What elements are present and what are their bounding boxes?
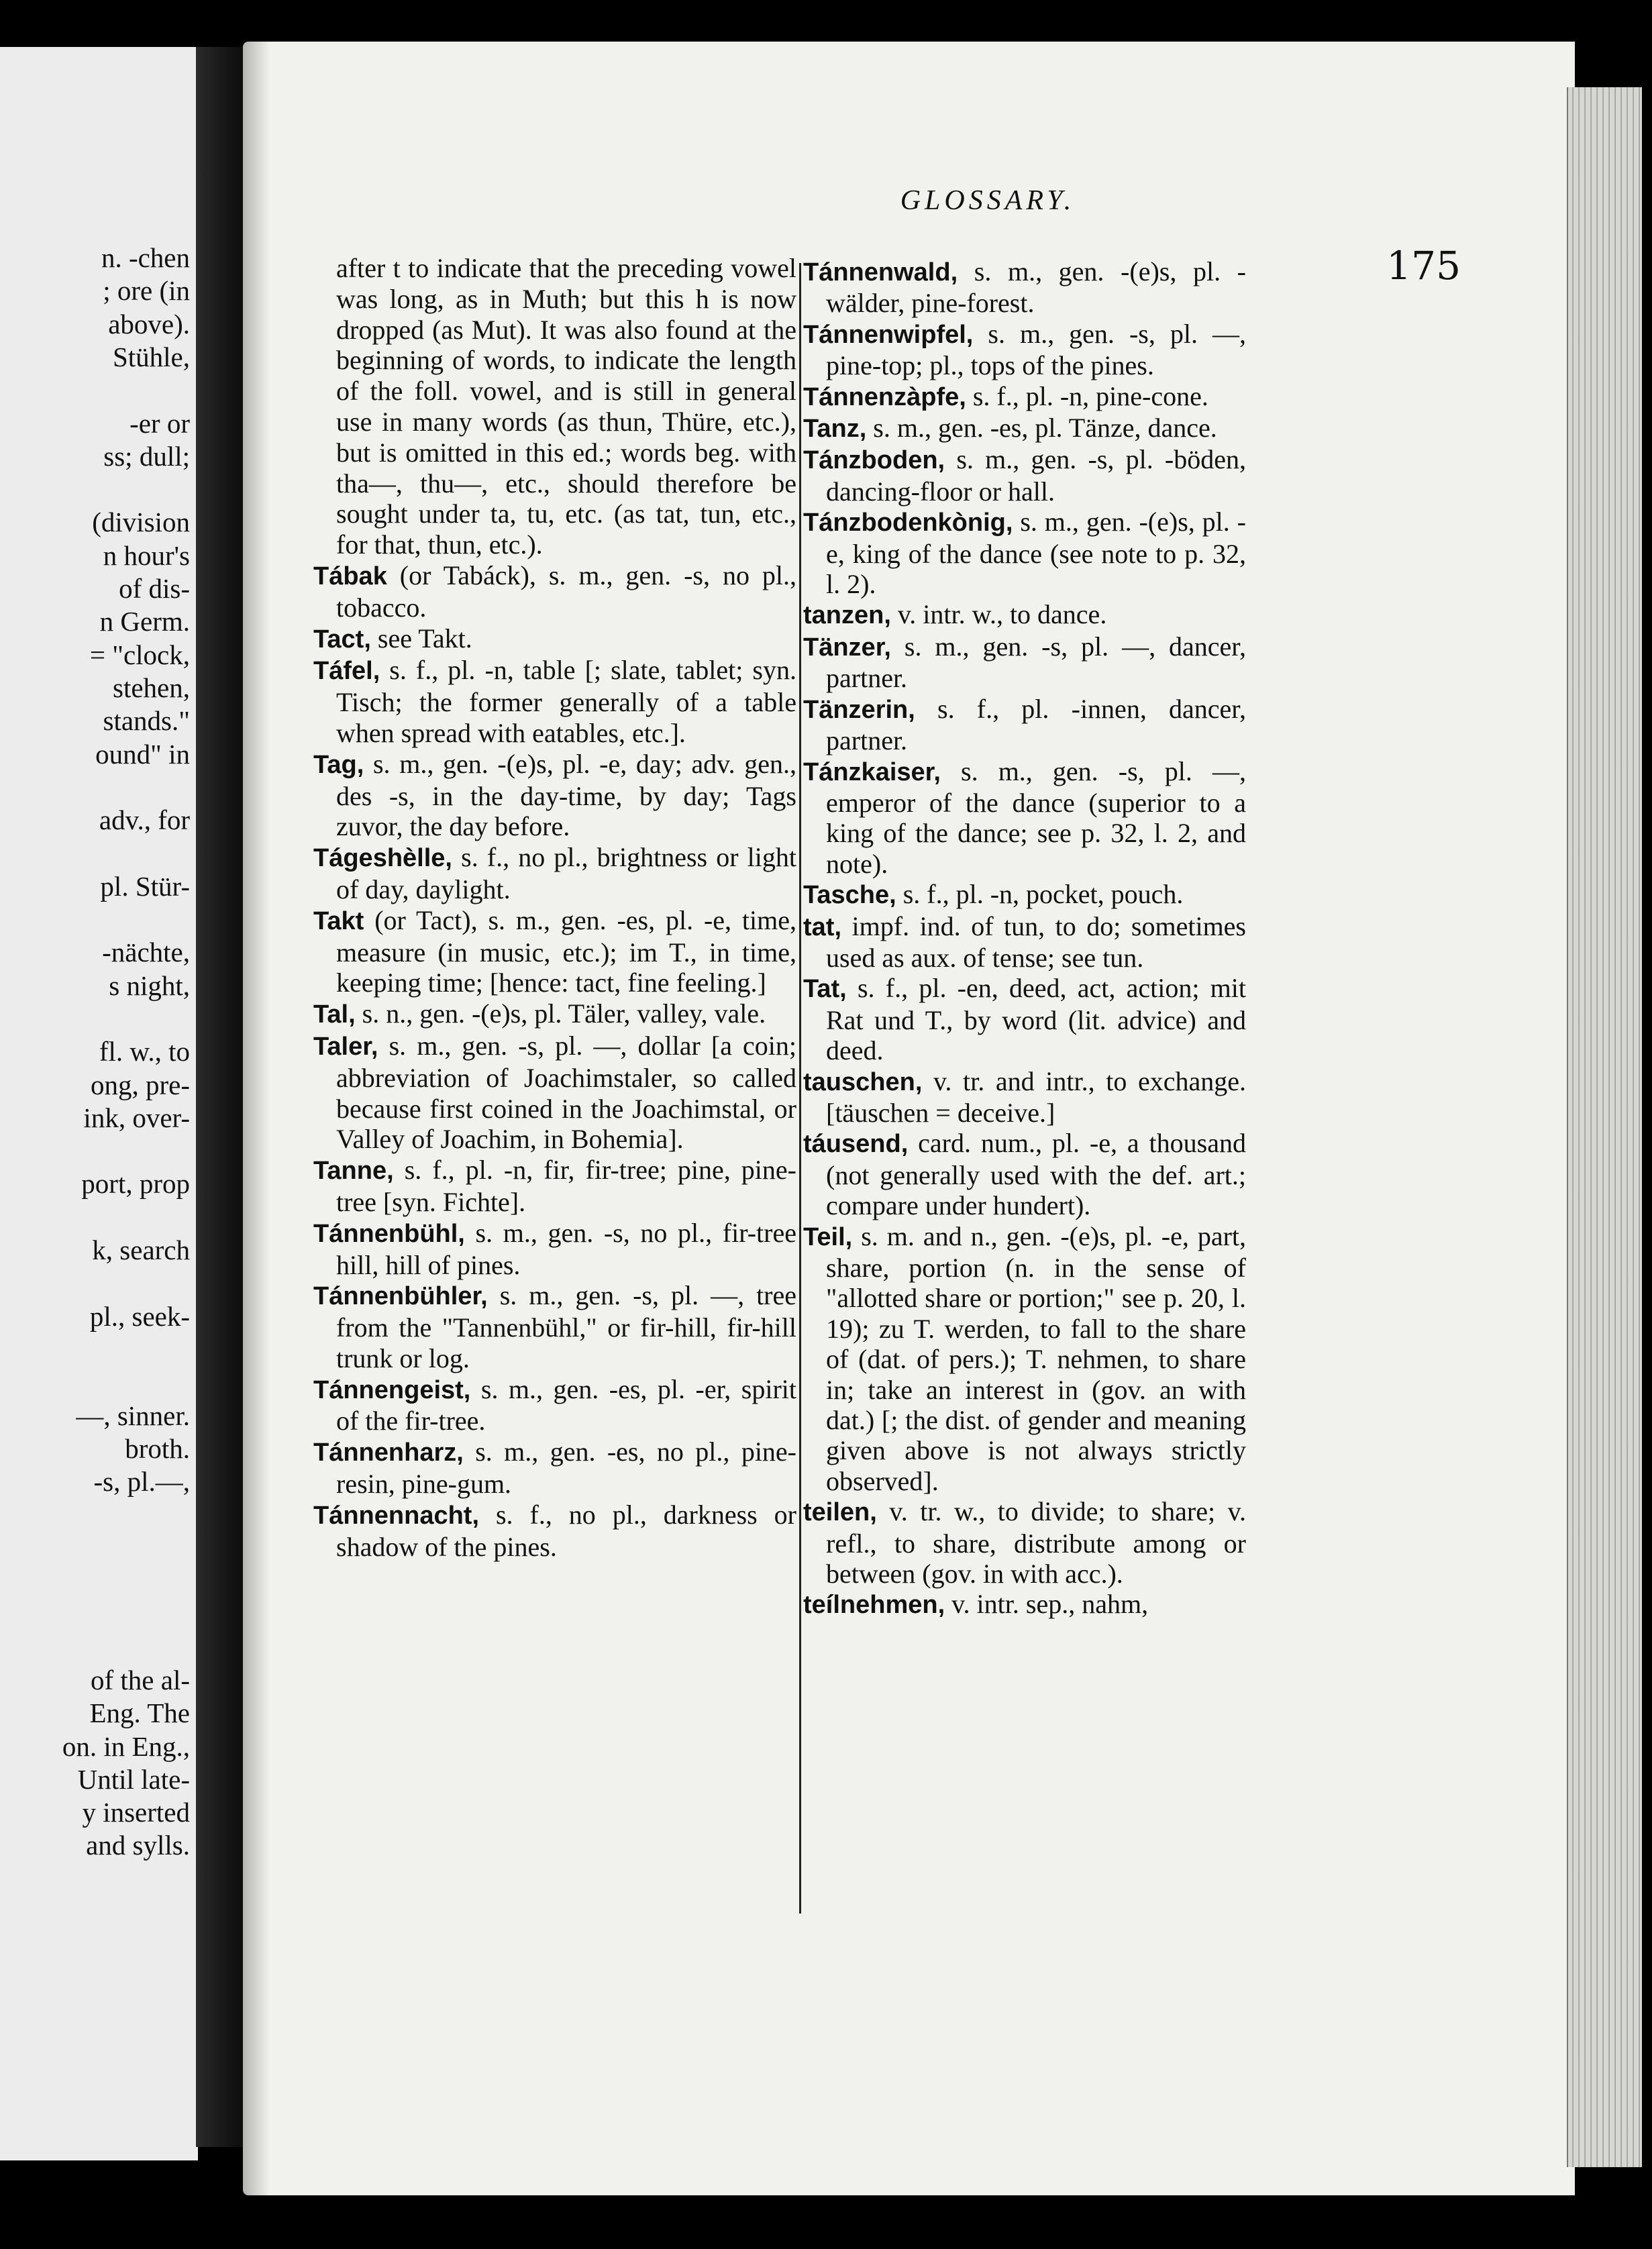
previous-page-line: ss; dull; xyxy=(103,440,190,472)
previous-page-line: pl. Stür- xyxy=(100,870,190,902)
glossary-entry xyxy=(803,319,1246,381)
page-edges xyxy=(1567,87,1642,2167)
previous-page-line: ong, pre- xyxy=(90,1069,190,1100)
previous-page-line: = "clock, xyxy=(89,639,190,670)
previous-page-line: n Germ. xyxy=(99,606,190,637)
entry-headword: Tag, xyxy=(313,750,364,779)
entry-definition: s. m., gen. -s, pl. —, pine-top; pl., tops of the pines. xyxy=(826,318,1247,381)
glossary-entry xyxy=(313,1436,796,1500)
entry-headword: Tánnenbühl, xyxy=(313,1219,465,1248)
glossary-entry xyxy=(313,560,796,623)
entry-headword: tauschen, xyxy=(803,1067,923,1096)
entry-headword: Tact, xyxy=(313,625,371,653)
entry-definition: s. m., gen. -s, pl. —, emperor of the dance (superior to a king of the dance; see p. 32, l. 2, and note). xyxy=(826,755,1246,879)
entry-definition: s. f., pl. -n, fir, fir-tree; pine, pine-tree [syn. Fichte]. xyxy=(336,1155,796,1217)
glossary-entry xyxy=(313,842,796,905)
previous-page-line: broth. xyxy=(125,1432,190,1464)
entry-definition: s. f., pl. -n, pocket, pouch. xyxy=(902,879,1184,910)
glossary-entry xyxy=(803,756,1246,880)
running-title: GLOSSARY. xyxy=(900,185,1076,216)
entry-headword: táusend, xyxy=(803,1130,909,1159)
glossary-entry xyxy=(313,905,796,998)
entry-definition: s. m., gen. -s, pl. —, tree from the "Tannenbühl," or fir-hill, fir-hill trunk or log. xyxy=(336,1280,797,1373)
entry-headword: Tánnenwipfel, xyxy=(803,320,974,349)
previous-page-line: above). xyxy=(108,308,190,339)
entry-headword: Tánzboden, xyxy=(803,446,945,475)
previous-page-text xyxy=(0,47,198,2160)
previous-page-line: —, sinner. xyxy=(76,1400,190,1431)
previous-page-line: on. in Eng., xyxy=(62,1730,190,1762)
entry-headword: Tánnenbühler, xyxy=(313,1282,488,1311)
glossary-entry xyxy=(313,655,796,748)
previous-page-line: pl., seek- xyxy=(89,1300,190,1332)
glossary-entry xyxy=(803,1221,1246,1497)
entry-headword: Tal, xyxy=(313,1000,356,1029)
entry-headword: teílnehmen, xyxy=(803,1591,945,1620)
entry-headword: Tánnenharz, xyxy=(313,1439,464,1467)
entry-headword: Teil, xyxy=(803,1222,853,1251)
previous-page-line: stehen, xyxy=(113,672,190,703)
entry-headword: Tänzer, xyxy=(803,633,891,662)
glossary-entry xyxy=(313,1031,796,1155)
entry-headword: Tánnengeist, xyxy=(313,1375,471,1404)
glossary-entry xyxy=(803,256,1246,319)
glossary-entry xyxy=(313,998,796,1031)
entry-definition: impf. ind. of tun, to do; sometimes used as aux. of tense; see tun. xyxy=(826,910,1246,973)
previous-page-line: -nächte, xyxy=(102,937,190,968)
entry-definition: (or Tact), s. m., gen. -es, pl. -e, time, measure (in music, etc.); im T., in time, keeping time; [hence: tact, fine feeling.] xyxy=(336,904,797,998)
entry-headword: Táfel, xyxy=(313,657,380,686)
entry-headword: tat, xyxy=(803,912,841,941)
previous-page-line: Until late- xyxy=(77,1763,190,1795)
glossary-entry xyxy=(313,253,796,560)
glossary-entry xyxy=(313,1280,796,1373)
glossary-entry xyxy=(803,1496,1246,1589)
entry-headword: tanzen, xyxy=(803,601,891,630)
entry-definition: s. n., gen. -(e)s, pl. Täler, valley, vale. xyxy=(362,998,766,1029)
entry-headword: Tánzkaiser, xyxy=(803,757,941,786)
glossary-right-column xyxy=(803,256,1246,1621)
entry-headword: Tanne, xyxy=(313,1157,394,1186)
previous-page-line: -s, pl.—, xyxy=(93,1466,190,1498)
entry-headword: Tánnenwald, xyxy=(803,258,958,286)
entry-definition: s. f., pl. -n, table [; slate, tablet; syn. Tisch; the former generally of a table when spread with eatables, etc.]. xyxy=(336,655,796,748)
entry-headword: Tanz, xyxy=(803,415,867,443)
glossary-entry xyxy=(803,879,1246,910)
glossary-entry xyxy=(803,694,1246,756)
previous-page-line: n. -chen xyxy=(101,242,190,273)
glossary-entry xyxy=(803,973,1246,1065)
glossary-left-column xyxy=(313,253,796,1562)
entry-headword: Taler, xyxy=(313,1032,378,1061)
entry-definition: card. num., pl. -e, a thousand (not generally used with the def. art.; compare under hundert). xyxy=(826,1128,1246,1221)
previous-page-line: fl. w., to xyxy=(99,1036,190,1067)
glossary-entry xyxy=(803,1066,1246,1129)
entry-headword: Tat, xyxy=(803,975,847,1004)
entry-definition: see Takt. xyxy=(377,623,472,653)
previous-page-line: y inserted xyxy=(82,1797,190,1828)
entry-definition: after t to indicate that the preceding vowel was long, as in Muth; but this h is now dropped (as Mut). It was also found at the beginning of words, to indicate the length of the foll. vowel, and is still in general use in many words (as thun, Thüre, etc.), but is omitted in this ed.; words beg. with tha—, thu—, etc., should therefore be sought under ta, tu, etc. (as tat, tun, etc., for that, thun, etc.). xyxy=(336,253,796,560)
entry-definition: s. m., gen. -s, pl. -böden, dancing-floor or hall. xyxy=(826,444,1246,507)
column-divider xyxy=(799,263,801,1914)
glossary-entry xyxy=(313,1218,796,1281)
gutter-shadow xyxy=(243,42,270,2195)
glossary-entry xyxy=(803,1589,1246,1620)
glossary-entry xyxy=(803,1128,1246,1220)
entry-definition: s. f., pl. -n, pine-cone. xyxy=(972,380,1208,411)
entry-definition: s. m., gen. -s, pl. —, dollar [a coin; abbreviation of Joachimstaler, so called because first coined in the Joachimstal, or Valley of Joachim, in Bohemia]. xyxy=(336,1030,797,1155)
previous-page-line: adv., for xyxy=(99,804,190,836)
glossary-entry xyxy=(803,413,1246,444)
page-number: 175 xyxy=(1386,243,1461,289)
previous-page-line: ound" in xyxy=(95,738,190,770)
entry-definition: s. m., gen. -(e)s, pl. -e, day; adv. gen., des -s, in the day-time, by day; Tags zuvor, the day before. xyxy=(336,748,796,842)
entry-definition: v. intr. sep., nahm, xyxy=(951,1589,1149,1620)
previous-page-line: s night, xyxy=(109,970,190,1001)
previous-page-line: of dis- xyxy=(119,573,190,604)
previous-page-line: -er or xyxy=(130,407,190,439)
book-spine-shadow xyxy=(196,47,243,2147)
entry-definition: s. m., gen. -es, no pl., pine-resin, pine-gum. xyxy=(336,1436,797,1500)
entry-headword: Tánnenzàpfe, xyxy=(803,382,966,411)
glossary-entry xyxy=(803,599,1246,631)
entry-definition: s. m., gen. -(e)s, pl. -wälder, pine-forest. xyxy=(826,256,1246,319)
previous-page-line: n hour's xyxy=(103,539,190,571)
entry-definition: (or Tabáck), s. m., gen. -s, no pl., tobacco. xyxy=(336,560,796,623)
glossary-entry xyxy=(313,623,796,656)
entry-headword: Tábak xyxy=(313,562,387,590)
entry-headword: Tánzbodenkònig, xyxy=(803,509,1013,537)
entry-headword: Tágeshèlle, xyxy=(313,844,452,873)
glossary-entry xyxy=(313,1155,796,1218)
entry-definition: s. m., gen. -s, no pl., fir-tree hill, hill of pines. xyxy=(336,1217,796,1280)
entry-definition: v. tr. w., to divide; to share; v. refl., to share, distribute among or between (gov. in with acc.). xyxy=(826,1496,1247,1589)
entry-headword: teilen, xyxy=(803,1498,877,1527)
glossary-entry xyxy=(803,381,1246,413)
previous-page-line: stands." xyxy=(103,705,190,737)
book-page xyxy=(243,42,1575,2195)
entry-headword: Tánnennacht, xyxy=(313,1501,480,1530)
glossary-entry xyxy=(803,911,1246,974)
glossary-entry xyxy=(313,749,796,842)
previous-page-fragment xyxy=(0,47,198,2160)
previous-page-line: (division xyxy=(92,507,190,538)
previous-page-line: port, prop xyxy=(81,1168,190,1200)
entry-definition: s. m., gen. -s, pl. —, dancer, partner. xyxy=(826,631,1246,694)
previous-page-line: k, search xyxy=(92,1235,190,1265)
entry-definition: s. f., pl. -innen, dancer, partner. xyxy=(826,693,1246,756)
entry-definition: s. m., gen. -es, pl. Tänze, dance. xyxy=(873,413,1217,443)
entry-headword: Tänzerin, xyxy=(803,695,915,724)
glossary-entry xyxy=(803,444,1246,507)
entry-definition: s. f., pl. -en, deed, act, action; mit Rat und T., by word (lit. advice) and deed. xyxy=(826,973,1247,1066)
entry-definition: s. m. and n., gen. -(e)s, pl. -e, part, share, portion (n. in the sense of "allotted share or portion;" see p. 20, l. 19); zu T. werden, to fall to the share of (dat. of pers.); T. nehmen, to share in; take an interest in (gov. an with dat.) [; the dist. of gender and meaning given above is not always strictly observed]. xyxy=(826,1220,1247,1496)
entry-definition: v. tr. and intr., to exchange. [täuschen = deceive.] xyxy=(826,1065,1246,1128)
glossary-entry xyxy=(803,631,1246,694)
entry-definition: s. m., gen. -es, pl. -er, spirit of the fir-tree. xyxy=(336,1373,797,1436)
entry-definition: s. f., no pl., darkness or shadow of the pines. xyxy=(336,1499,797,1562)
previous-page-line: and sylls. xyxy=(86,1830,190,1861)
glossary-entry xyxy=(313,1374,796,1437)
glossary-entry xyxy=(313,1500,796,1563)
entry-headword: Tasche, xyxy=(803,881,896,910)
previous-page-line: Stühle, xyxy=(112,341,190,372)
previous-page-line: ink, over- xyxy=(83,1102,190,1133)
entry-definition: v. intr. w., to dance. xyxy=(897,599,1107,630)
entry-headword: Takt xyxy=(313,906,364,935)
entry-definition: s. f., no pl., brightness or light of day, daylight. xyxy=(336,842,797,904)
glossary-entry xyxy=(803,507,1246,599)
entry-definition: s. m., gen. -(e)s, pl. -e, king of the dance (see note to p. 32, l. 2). xyxy=(826,507,1246,600)
previous-page-line: Eng. The xyxy=(89,1697,190,1729)
previous-page-line: ; ore (in xyxy=(103,275,190,307)
previous-page-line: of the al- xyxy=(91,1664,190,1695)
